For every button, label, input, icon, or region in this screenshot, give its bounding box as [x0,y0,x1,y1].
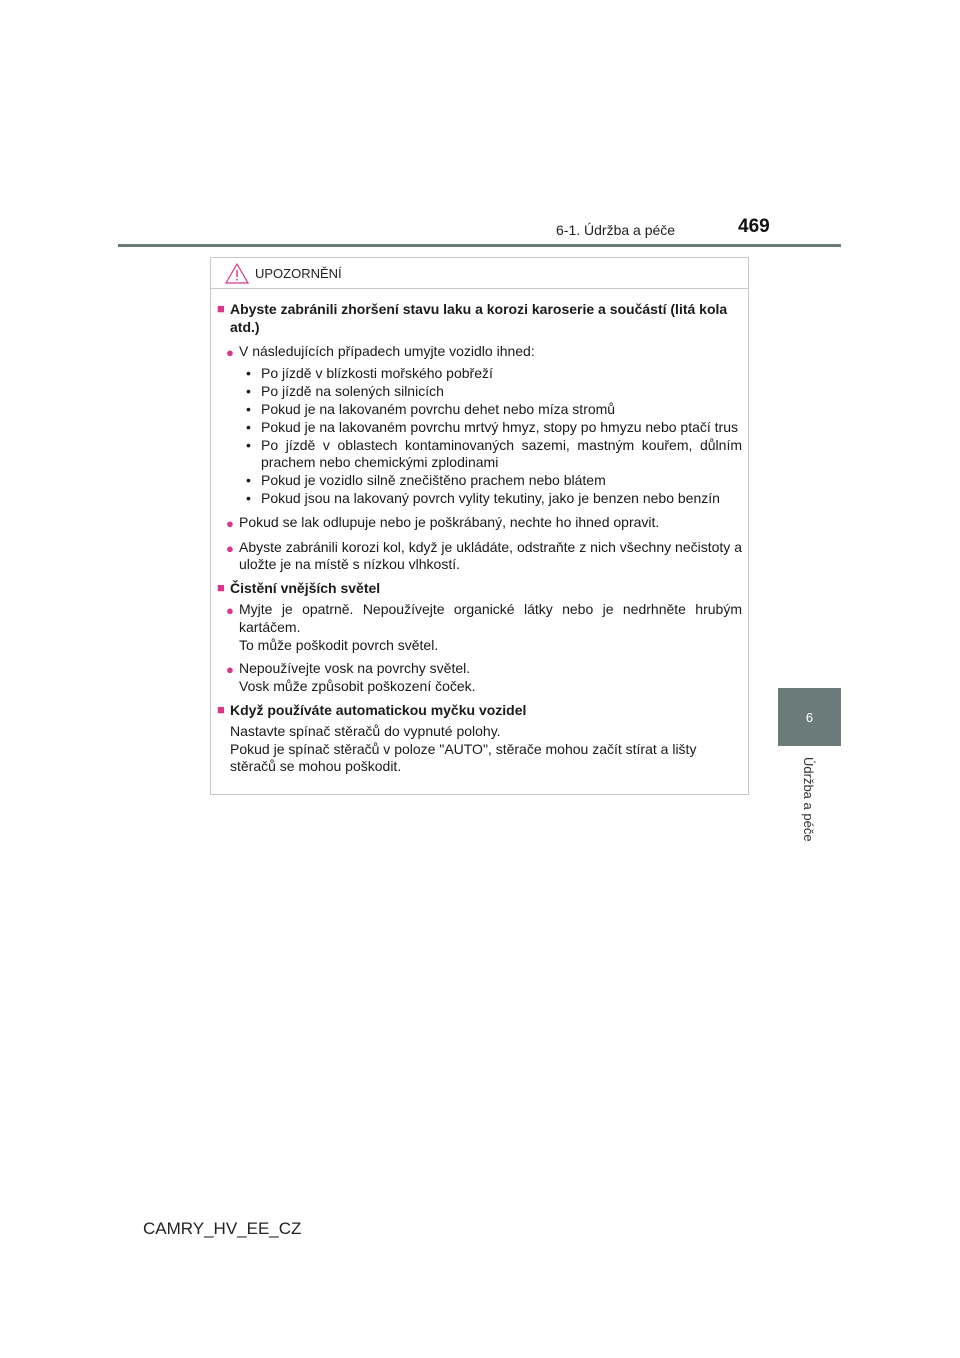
sub-list-item: • Pokud je na lakovaném povrchu mrtvý hmyz, stopy po hmyzu nebo ptačí trus [246,418,739,435]
square-bullet-icon: ■ [217,701,225,717]
sub-list-item: • Po jízdě v blízkosti mořského pobřeží [246,365,493,382]
list-item: ● V následujících případech umyjte vozidlo ihned: [217,343,742,362]
warning-triangle-icon [225,263,249,284]
sub-list-item: • Pokud je vozidlo silně znečištěno prachem nebo blátem [246,472,606,489]
list-item: ● Nepoužívejte vosk na povrchy světel. Vosk může způsobit poškození čoček. [217,660,742,696]
section-title: ■ Když používáte automatickou myčku vozidel [217,701,527,718]
sub-list [242,365,742,507]
square-bullet-icon: ■ [217,580,225,596]
circle-bullet-icon: ● [226,662,234,678]
sub-list-item: • Po jízdě v oblastech kontaminovaných sazemi, mastným kouřem, důlním prachem nebo chemickými zplodinami [246,436,742,471]
chapter-tab[interactable] [778,688,841,746]
square-bullet-icon: ■ [217,301,225,316]
header-divider [118,244,841,247]
circle-bullet-icon: ● [226,540,234,556]
circle-bullet-icon: ● [226,602,234,618]
section-title: ■ Abyste zabránili zhoršení stavu laku a korozi karoserie a součástí (litá kola atd.) [217,301,728,335]
sub-list-item: • Pokud jsou na lakovaný povrch vylity tekutiny, jako je benzen nebo benzín [246,489,720,506]
chapter-title-vertical: Údržba a péče [801,757,816,842]
running-header: 6-1. Údržba a péče [556,222,676,238]
chapter-number: 6 [805,709,814,725]
warning-box [210,257,749,795]
sub-list-item: • Po jízdě na solených silnicích [246,383,444,400]
sub-list-item: • Pokud je na lakovaném povrchu dehet nebo míza stromů [246,400,616,417]
warning-label: UPOZORNĚNÍ [255,265,342,281]
circle-bullet-icon: ● [226,515,234,531]
section-title: ■ Čistění vnějších světel [217,580,381,597]
list-item: ● Pokud se lak odlupuje nebo je poškrábaný, nechte ho ihned opravit. [217,514,742,533]
section-text: Nastavte spínač stěračů do vypnuté polohy. Pokud je spínač stěračů v poloze "AUTO", stěrače mohou začít stírat a lišty stěračů se mohou poškodit. [230,722,697,775]
document-code: CAMRY_HV_EE_CZ [143,1219,302,1238]
circle-bullet-icon: ● [226,344,234,360]
list-item: ● Abyste zabránili korozi kol, když je ukládáte, odstraňte z nich všechny nečistoty a uložte je na místě s nízkou vlhkostí. [217,539,742,575]
list-item: ● Myjte je opatrně. Nepoužívejte organické látky nebo je nedrhněte hrubým kartáčem. To může poškodit povrch světel. [217,601,742,654]
warning-header [211,258,748,289]
warning-body [211,289,748,776]
page-number: 469 [738,216,770,237]
